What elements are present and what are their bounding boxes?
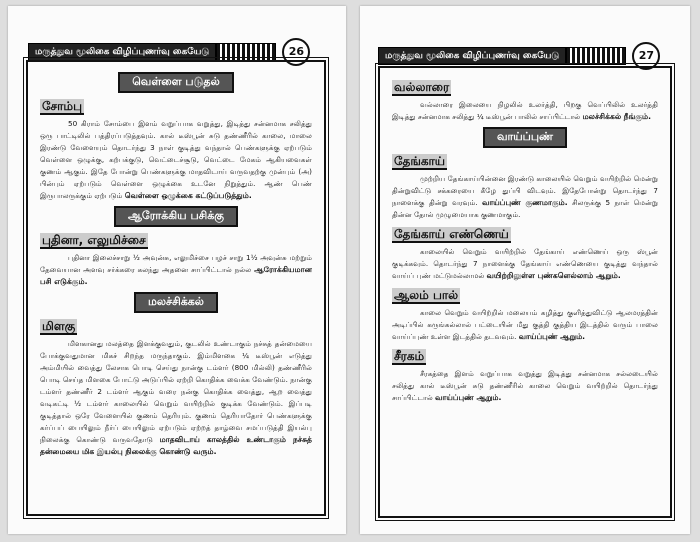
page-number: 26 xyxy=(282,38,310,66)
content-frame-right xyxy=(378,66,672,518)
running-head-title: மருத்துவ மூலிகை விழிப்புணர்வு கையேடு xyxy=(28,43,216,61)
herb-title xyxy=(392,288,662,304)
remedy-body: முற்றிய தேங்காய்பின்னை இரண்டு காலையில் வெறும் வயிற்றில் மென்று தின்றுவிட்டு சக்கரையை கீழே துப்பி விடவும். இதேபோன்று தொடர்ந்து 7 நாளைக்கு தின்று வரவும். xyxy=(392,174,658,207)
herb-name: மிளகு xyxy=(42,319,76,333)
herb-name: வல்லாரை xyxy=(394,80,450,94)
herb-name: புதினா, எலுமிச்சை xyxy=(42,233,146,247)
herb-name: ஆலம் பால் xyxy=(394,288,459,302)
herb-name: சீரகம் xyxy=(394,349,425,363)
content-frame-left xyxy=(26,60,326,516)
content-left xyxy=(36,68,316,458)
remedy-note: சிலருக்கு 5 நாள் மென்று தின்ன தோல் முழுமையாக குணமாகும். xyxy=(392,198,659,219)
herb-name: சோம்பு xyxy=(42,99,83,113)
decorative-stripes xyxy=(216,43,276,61)
running-head-title: மருத்துவ மூலிகை விழிப்புணர்வு கையேடு xyxy=(378,47,566,65)
remedy-result: மலச்சிக்கல் நீங்கும். xyxy=(582,112,652,121)
decorative-stripes xyxy=(566,47,626,65)
remedy-result: வாய்ப்புண் ஆறும். xyxy=(518,332,586,341)
remedy-text xyxy=(392,307,658,343)
left-page xyxy=(8,6,346,534)
remedy-result: வாய்ப்புண் ஆறும். xyxy=(435,393,502,402)
herb-name: தேங்காய் எண்ணெய் xyxy=(394,227,509,241)
right-page xyxy=(360,6,690,534)
herb-title xyxy=(392,80,662,96)
remedy-body: காலையில் வெறும் வயிற்றில் தேங்காய் எண்ணெய் ஒரு ஸ்பூன் குடிக்கவும். தொடர்ந்து 7 நாளைக்கு தேங்காய் எண்ணெயை குடித்து வந்தால் வாய்ப் புண் மட்டுமல்லாமல் xyxy=(392,247,658,280)
herb-title xyxy=(40,233,316,249)
remedy-result: வெள்ளை ஒழுக்கை கட்டுப்படுத்தும். xyxy=(124,191,252,200)
herb-title xyxy=(392,227,662,243)
remedy-result: மாதவிடாய் காலத்தில் உண்டாகும் நச்சுத் தன்மையை மிக இயல்பு நிலைக்கு கொண்டு வரும். xyxy=(40,435,312,456)
herb-name: தேங்காய் xyxy=(394,154,446,168)
remedy-result: வயிற்றிலுள்ள புண்களெல்லாம் ஆறும். xyxy=(486,271,621,280)
remedy-text xyxy=(40,338,312,458)
section-heading: மலச்சிக்கல் xyxy=(134,292,218,313)
remedy-body: வல்லாரை இலையை நிழலில் உலர்த்தி, பிறகு வெப்பிலில் உலர்த்தி இடித்து சன்னமாக சலித்து ¼ டீஸ்பூன் பாலில் சாப்பிட்டால் xyxy=(392,100,658,121)
remedy-result: ஆரோக்கியமான பசி எடுக்கும். xyxy=(40,265,312,286)
remedy-body: சீரகத்தை இளம் வறுப்பாக வறுத்து இடித்து சன்னமாக சல்லடையில் சலித்து கால் டீஸ்பூன் சுடு தண்ணீரில் காலை வெறும் வயிற்றில் தொடர்ந்து சாப்பிட்டால் xyxy=(392,369,658,402)
remedy-text xyxy=(392,99,658,123)
section-heading: ஆரோக்கிய பசிக்கு xyxy=(114,206,238,227)
section-heading: வாய்ப்புண் xyxy=(483,127,567,148)
herb-title xyxy=(392,154,662,170)
remedy-text xyxy=(392,368,658,404)
content-right xyxy=(388,74,662,404)
page-number: 27 xyxy=(632,42,660,70)
herb-title xyxy=(392,349,662,365)
remedy-text xyxy=(392,173,658,221)
remedy-text xyxy=(392,246,658,282)
remedy-result: வாய்ப்புண் குணமாகும். xyxy=(482,198,568,207)
herb-title xyxy=(40,319,316,335)
remedy-body: மிளகானது மலத்தை இளக்குவதும், குடலில் உண்டாகும் நச்சுத் தன்மையை போக்குவதுமான மிகச் சிறந்த மருந்தாகும். இம்மிளகை ¼ டீஸ்பூன் எடுத்து அம்மியில் வைத்து லேசாக பொடி செய்து நான்கு டம்ளர் (800 மில்லி) தண்ணீரில் பொடி செய்த மிளகை போட்டு அடுப்பில் ஏற்றி கொதிக்க வைக்க வேண்டும். நான்கு டம்ளர் தண்ணீர் 2 டம்ளர் ஆகும் வரை நன்கு கொதிக்க வைத்து, ஆற வைத்து வடிகட்டி ½ டம்ளர் காலையில் வெறும் வயிற்றில் குடிக்க வேண்டும். இப்படி குடித்தால் ஒரே வேளையில் குணம் தெரியும். குணம் தெரியாதோர் பெண்களுக்கு கர்ப்பப் பையிலும் நீர்ப் பையிலும் ஏற்படும் ஏற்றத் தாழ்வை சமப்படுத்தி இயல்பு நிலைக்கு கொண்டு வருவதோடு xyxy=(40,339,312,444)
remedy-text xyxy=(40,118,312,202)
herb-title xyxy=(40,99,316,115)
remedy-body: காலை வெறும் வயிற்றில் மலையம் கழித்து குளித்துவிட்டு ஆலமரத்தின் அடிப்பில் கருங்கல்லால் பட்டையின் மீது குத்தி குத்திய இடத்தில் வரும் பாலை வாய்ப்புண் உள்ள இடத்தில் தடவவும். xyxy=(392,308,658,341)
remedy-text xyxy=(40,252,312,288)
remedy-body: புதினா இலைச்சாறு ½ அவுன்சு, எலுமிச்சை பழச் சாறு 1½ அவுன்சு மற்றும் தேவையான அளவு சர்க்கரை கலந்து அதனை சாப்பிட்டால் நல்ல xyxy=(40,253,312,274)
remedy-body: 50 கிராம் சோம்பை இளம் வறுப்பாக வறுத்து, இடித்து சன்னமாக சலித்து ஒரு பாட்டிலில் பத்திரப்படுத்தவும். கால் டீஸ்பூன் சுடு தண்ணீரில் காலை, மாலை இரண்டு வேளையும் தொடர்ந்து 3 நாள் குடித்து வந்தால் பெண்களுக்கு ஏற்படும் வெள்ளை ஒழுக்கு, கற்பக்குடு, வெட்டைச்சூடு, வெட்டை மேகம் ஆகியவைகள் குணம் ஆகும். இதே போன்று பெண்களுக்கு மாதவிடாய் வருவதற்கு முன்பும் (அ) பின்பும் ஏற்படும் வெள்ளை ஒழுக்கை உடனே நிறுத்தும். ஆண் பெண் இருபாலருக்கும் ஏற்படும் xyxy=(40,119,312,200)
section-heading: வெள்ளை படுதல் xyxy=(118,72,233,93)
